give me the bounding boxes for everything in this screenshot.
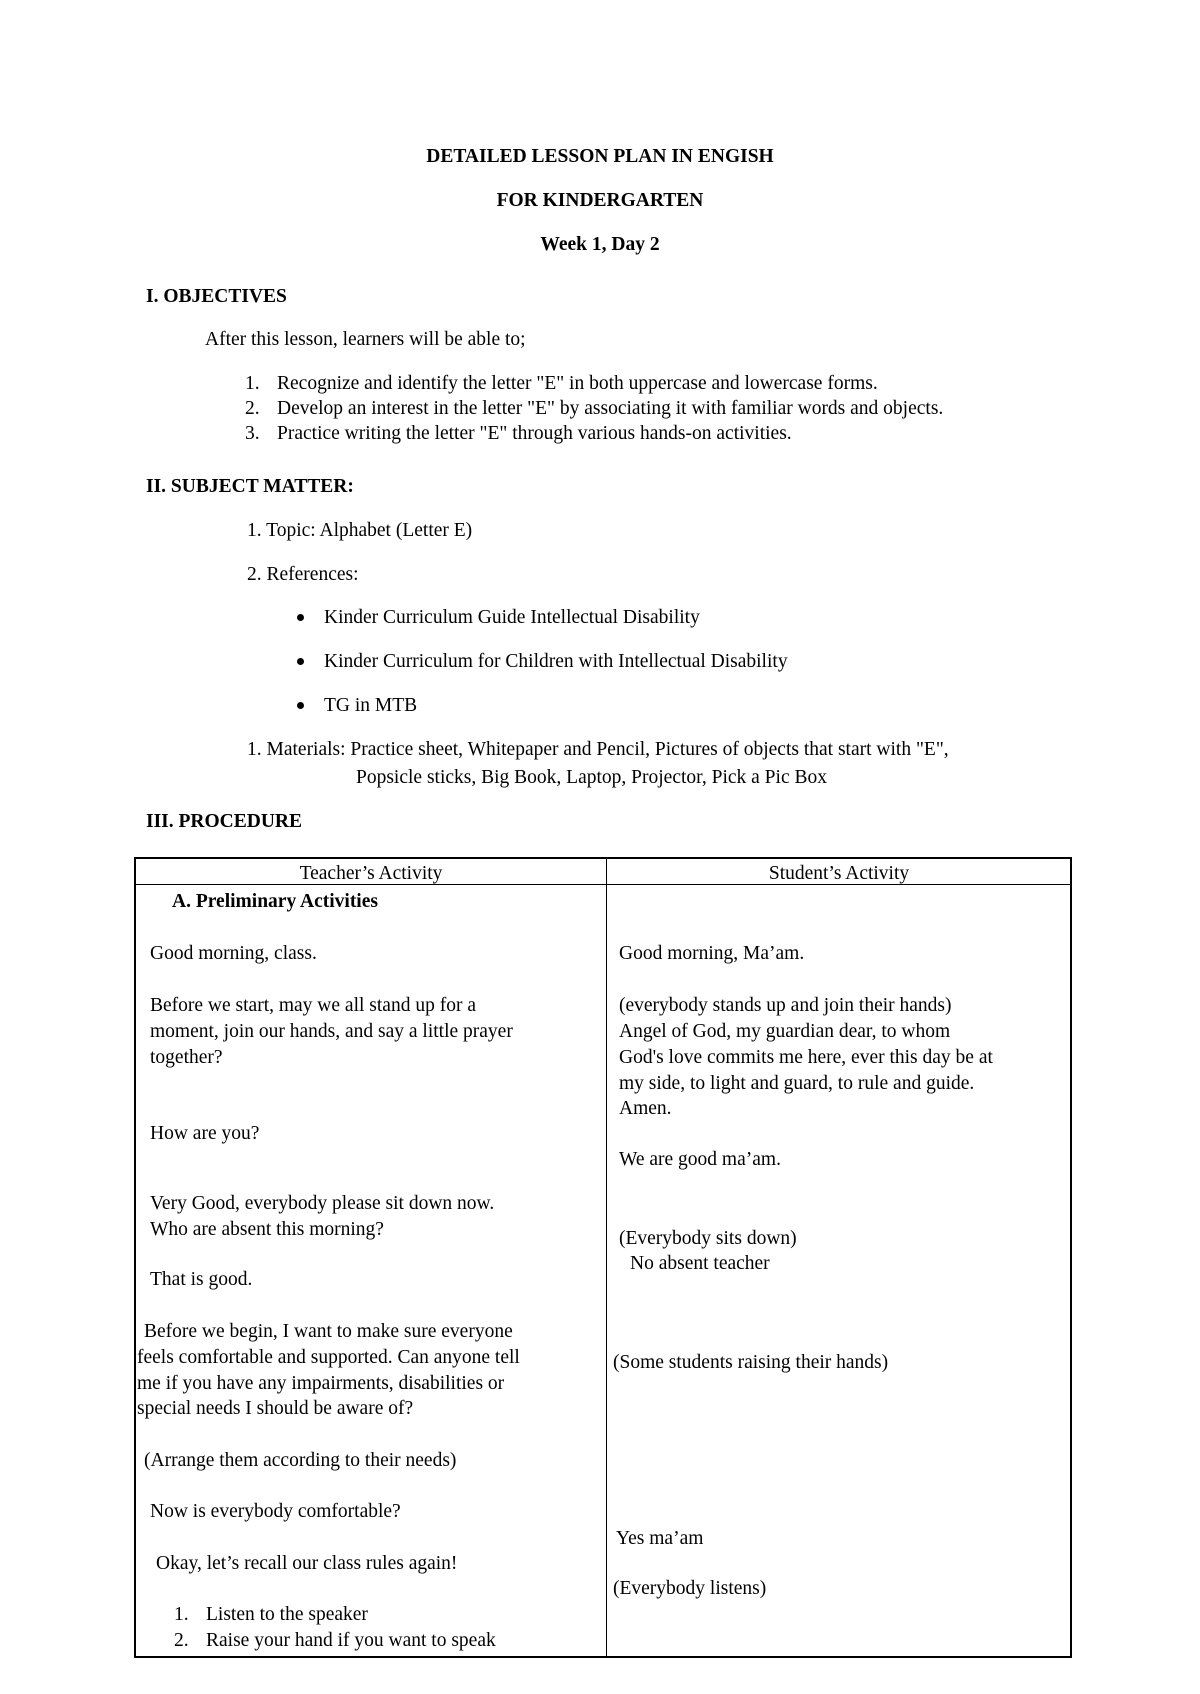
reference-item: Kinder Curriculum for Children with Intellectual Disability [324, 651, 788, 672]
column-divider [606, 859, 607, 1656]
bullet-icon [297, 702, 304, 709]
student-line: my side, to light and guard, to rule and guide. [619, 1073, 975, 1094]
teacher-line: Before we start, may we all stand up for a [150, 995, 476, 1016]
teacher-line: moment, join our hands, and say a little prayer [150, 1021, 513, 1042]
week-label: Week 1, Day 2 [540, 234, 660, 255]
teacher-line: How are you? [150, 1123, 260, 1144]
student-line: (Some students raising their hands) [613, 1352, 889, 1373]
document-title: DETAILED LESSON PLAN IN ENGISH [426, 146, 774, 167]
teacher-line: Very Good, everybody please sit down now. [150, 1193, 495, 1214]
subject-matter-heading: II. SUBJECT MATTER: [146, 476, 354, 497]
references-label: 2. References: [247, 564, 359, 585]
student-line: Good morning, Ma’am. [619, 943, 805, 964]
teacher-line: That is good. [150, 1269, 253, 1290]
student-column-header: Student’s Activity [768, 863, 910, 884]
section-preliminary-activities: A. Preliminary Activities [172, 891, 378, 912]
objective-item: 2. Develop an interest in the letter "E" by associating it with familiar words and objects. [245, 398, 944, 419]
student-line: (Everybody listens) [613, 1578, 767, 1599]
bullet-icon [297, 658, 304, 665]
objectives-intro: After this lesson, learners will be able to; [205, 329, 526, 350]
document-subtitle: FOR KINDERGARTEN [496, 190, 704, 211]
teacher-line: Who are absent this morning? [150, 1219, 384, 1240]
student-line: God's love commits me here, ever this day be at [619, 1047, 993, 1068]
teacher-line: me if you have any impairments, disabilities or [137, 1373, 505, 1394]
teacher-line: Before we begin, I want to make sure everyone [144, 1321, 513, 1342]
materials-line-1: 1. Materials: Practice sheet, Whitepaper and Pencil, Pictures of objects that start with "E", [247, 739, 949, 760]
teacher-line: Okay, let’s recall our class rules again! [156, 1553, 458, 1574]
reference-item: TG in MTB [324, 695, 418, 716]
student-line: Amen. [619, 1098, 672, 1119]
student-line: Yes ma’am [616, 1528, 704, 1549]
student-line: Angel of God, my guardian dear, to whom [619, 1021, 951, 1042]
class-rule-item: 2. Raise your hand if you want to speak [174, 1630, 496, 1651]
teacher-line: Good morning, class. [150, 943, 317, 964]
bullet-icon [297, 614, 304, 621]
teacher-line: Now is everybody comfortable? [150, 1501, 401, 1522]
procedure-heading: III. PROCEDURE [146, 811, 303, 832]
student-line: No absent teacher [630, 1253, 770, 1274]
topic-line: 1. Topic: Alphabet (Letter E) [247, 520, 473, 541]
teacher-line: special needs I should be aware of? [137, 1398, 414, 1419]
header-divider [136, 884, 1070, 885]
student-line: (everybody stands up and join their hands) [619, 995, 952, 1016]
objective-item: 1. Recognize and identify the letter "E" in both uppercase and lowercase forms. [245, 373, 878, 394]
objectives-heading: I. OBJECTIVES [146, 286, 287, 307]
teacher-line: feels comfortable and supported. Can anyone tell [137, 1347, 520, 1368]
student-line: We are good ma’am. [619, 1149, 781, 1170]
teacher-line: together? [150, 1047, 223, 1068]
class-rule-item: 1. Listen to the speaker [174, 1604, 368, 1625]
student-line: (Everybody sits down) [619, 1228, 797, 1249]
reference-item: Kinder Curriculum Guide Intellectual Disability [324, 607, 700, 628]
procedure-table [134, 857, 1072, 1658]
materials-line-2: Popsicle sticks, Big Book, Laptop, Projector, Pick a Pic Box [356, 767, 827, 788]
teacher-line: (Arrange them according to their needs) [144, 1450, 457, 1471]
teacher-column-header: Teacher’s Activity [299, 863, 443, 884]
objective-item: 3. Practice writing the letter "E" through various hands-on activities. [245, 423, 792, 444]
